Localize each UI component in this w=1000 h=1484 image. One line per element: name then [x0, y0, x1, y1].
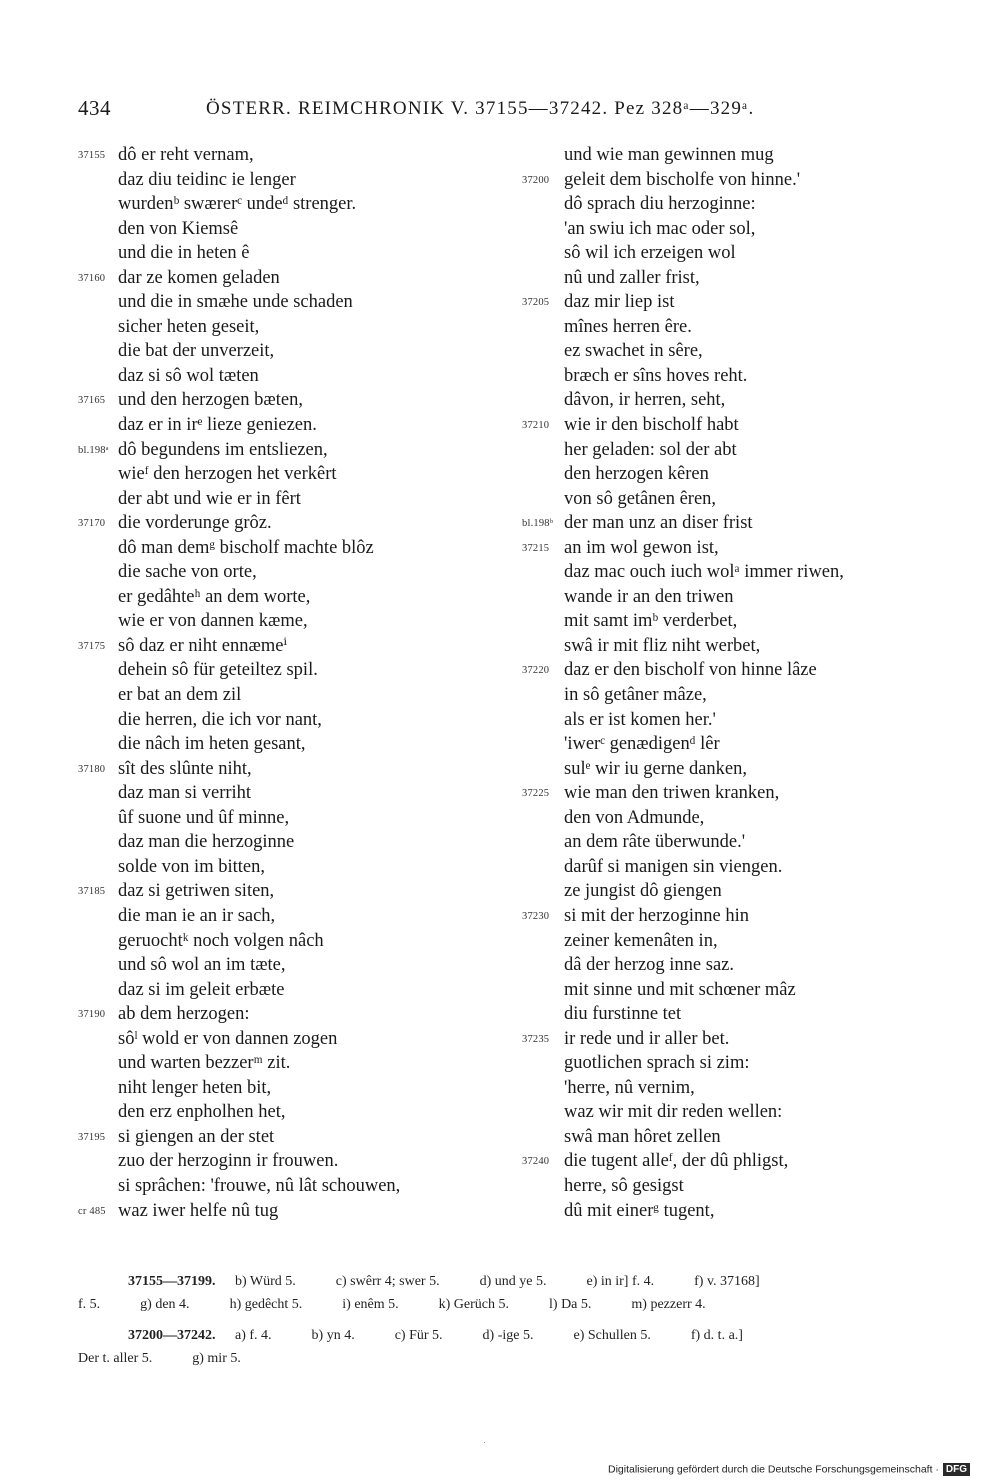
line-number: 37220: [522, 665, 550, 677]
verse-line: [78, 168, 488, 193]
page-number: 434: [78, 96, 111, 120]
footnote-item: b) Würd 5.: [235, 1274, 296, 1289]
verse-line: [522, 487, 942, 512]
verse-line: [78, 806, 488, 831]
verse-text: solde von im bitten,: [118, 856, 265, 877]
verse-line: [78, 609, 488, 634]
verse-text: als er ist komen her.': [564, 709, 716, 730]
verse-text: daz si sô wol tæten: [118, 365, 259, 386]
verse-line: [522, 315, 942, 340]
verse-line: [522, 1199, 942, 1224]
verse-text: mit sinne und mit schœner mâz: [564, 979, 796, 1000]
verse-text: geleit dem bischolfe von hinne.': [564, 169, 801, 190]
line-number: cr 485: [78, 1205, 106, 1217]
footnote-item: h) gedêcht 5.: [229, 1297, 303, 1312]
line-number: 37175: [78, 640, 106, 652]
line-number: 37155: [78, 150, 106, 161]
verse-line: [522, 388, 942, 413]
footnote-row: [78, 1293, 948, 1316]
verse-text: der man unz an diser frist: [564, 513, 753, 534]
verse-text: niht lenger heten bit,: [118, 1077, 272, 1098]
verse-text: zeiner kemenâten in,: [564, 930, 718, 951]
verse-text: dû mit einerᵍ tugent,: [564, 1200, 715, 1221]
verse-text: mit samt imᵇ verderbet,: [564, 611, 738, 632]
verse-line: [78, 241, 488, 266]
verse-line: [78, 339, 488, 364]
verse-text: die vorderunge grôz.: [118, 513, 272, 534]
verse-line: [522, 241, 942, 266]
footnote-item: d) und ye 5.: [479, 1274, 547, 1289]
verse-line: [78, 388, 488, 413]
line-number: 37180: [78, 763, 106, 775]
line-number: bl.198ᵇ: [522, 518, 554, 530]
verse-line: [522, 1149, 942, 1174]
verse-line: [78, 634, 488, 659]
footnote-item: a) f. 4.: [235, 1328, 272, 1343]
verse-text: daz si getriwen siten,: [118, 881, 275, 902]
verse-line: [522, 683, 942, 708]
verse-line: [522, 143, 942, 168]
verse-text: er gedâhteʰ an dem worte,: [118, 586, 311, 607]
verse-text: waz iwer helfe nû tug: [118, 1200, 279, 1221]
verse-text: wande ir an den triwen: [564, 586, 734, 607]
verse-line: [78, 978, 488, 1003]
verse-line: [522, 953, 942, 978]
verse-line: [78, 315, 488, 340]
verse-text: mînes herren êre.: [564, 316, 692, 337]
dfg-logo: DFG: [943, 1463, 970, 1476]
verse-line: [522, 855, 942, 880]
verse-text: waz wir mit dir reden wellen:: [564, 1102, 783, 1123]
verse-text: sicher heten geseit,: [118, 316, 260, 337]
footnote-range: 37200—37242.: [128, 1328, 216, 1343]
verse-text: 'herre, nû vernim,: [564, 1077, 695, 1098]
verse-text: swâ man hôret zellen: [564, 1126, 721, 1147]
verse-line: [522, 438, 942, 463]
verse-text: dô man demᵍ bischolf machte blôz: [118, 537, 374, 558]
verse-text: si sprâchen: 'frouwe, nû lât schouwen,: [118, 1175, 401, 1196]
verse-text: die man ie an ir sach,: [118, 905, 276, 926]
verse-text: geruochtᵏ noch volgen nâch: [118, 930, 324, 951]
line-number: 37210: [522, 420, 550, 432]
verse-line: [522, 364, 942, 389]
verse-line: [78, 830, 488, 855]
verse-line: [78, 757, 488, 782]
verse-text: guotlichen sprach si zim:: [564, 1053, 750, 1074]
verse-text: die herren, die ich vor nant,: [118, 709, 322, 730]
verse-line: [78, 683, 488, 708]
verse-line: [78, 879, 488, 904]
verse-line: [78, 1174, 488, 1199]
verse-line: [522, 658, 942, 683]
verse-line: [78, 1002, 488, 1027]
verse-text: si mit der herzoginne hin: [564, 905, 749, 926]
line-number: 37190: [78, 1009, 106, 1021]
verse-line: [522, 904, 942, 929]
verse-text: und die in smæhe unde schaden: [118, 292, 353, 313]
verse-text: wie ir den bischolf habt: [564, 415, 739, 436]
verse-line: [522, 732, 942, 757]
verse-line: [522, 290, 942, 315]
verse-line: [78, 1051, 488, 1076]
footnote-row: [78, 1324, 948, 1347]
footnote-item: c) Für 5.: [394, 1328, 443, 1343]
verse-text: den erz enpholhen het,: [118, 1102, 286, 1123]
footnote-item: k) Gerüch 5.: [438, 1297, 510, 1312]
line-number: 37185: [78, 886, 106, 898]
verse-line: [78, 708, 488, 733]
verse-line: [78, 536, 488, 561]
verse-line: [78, 364, 488, 389]
verse-text: sulᵉ wir iu gerne danken,: [564, 758, 748, 779]
verse-text: dar ze komen geladen: [118, 267, 280, 288]
verse-line: [522, 560, 942, 585]
verse-line: [522, 830, 942, 855]
verse-line: [522, 585, 942, 610]
footnote-item: Der t. aller 5.: [78, 1351, 153, 1366]
verse-line: [78, 511, 488, 536]
verse-text: dô sprach diu herzoginne:: [564, 194, 756, 215]
line-number: 37165: [78, 395, 106, 407]
verse-line: [78, 462, 488, 487]
line-number: 37215: [522, 542, 550, 554]
footnote-row: [78, 1347, 948, 1370]
verse-line: [522, 757, 942, 782]
right-text-column: [522, 143, 942, 1223]
verse-line: [522, 781, 942, 806]
verse-text: daz diu teidinc ie lenger: [118, 169, 296, 190]
verse-text: si giengen an der stet: [118, 1126, 275, 1147]
verse-line: [522, 266, 942, 291]
verse-line: [522, 462, 942, 487]
verse-line: [78, 929, 488, 954]
verse-text: darûf si manigen sin viengen.: [564, 856, 783, 877]
footnote-range: 37155—37199.: [128, 1274, 216, 1289]
verse-text: und sô wol an im tæte,: [118, 955, 286, 976]
footnote-row: [78, 1270, 948, 1293]
verse-line: [522, 1051, 942, 1076]
verse-line: [78, 1149, 488, 1174]
verse-line: [522, 634, 942, 659]
line-number: 37235: [522, 1033, 550, 1045]
footnote-item: f) d. t. a.]: [690, 1328, 743, 1343]
credit-text: Digitalisierung gefördert durch die Deutsche Forschungsgemeinschaft ·: [608, 1463, 939, 1476]
verse-text: 'an swiu ich mac oder sol,: [564, 218, 756, 239]
verse-line: [78, 781, 488, 806]
footnotes: [78, 1270, 948, 1370]
line-number: 37240: [522, 1156, 550, 1168]
left-text-column: [78, 143, 488, 1223]
line-number: 37225: [522, 788, 550, 800]
footnote-item: c) swêrr 4; swer 5.: [335, 1274, 440, 1289]
footnote-item: g) mir 5.: [192, 1351, 241, 1366]
verse-text: diu furstinne tet: [564, 1004, 682, 1025]
verse-line: [78, 1100, 488, 1125]
verse-line: [522, 168, 942, 193]
verse-line: [522, 339, 942, 364]
verse-text: ir rede und ir aller bet.: [564, 1028, 730, 1049]
verse-text: ez swachet in sêre,: [564, 341, 703, 362]
verse-line: [522, 192, 942, 217]
verse-line: [522, 1076, 942, 1101]
verse-line: [522, 879, 942, 904]
verse-text: sô wil ich erzeigen wol: [564, 243, 736, 264]
verse-text: wie man den triwen kranken,: [564, 783, 780, 804]
scan-speck: [484, 1442, 485, 1443]
verse-text: wieᶠ den herzogen het verkêrt: [118, 464, 337, 485]
verse-text: ûf suone und ûf minne,: [118, 807, 290, 828]
verse-line: [522, 609, 942, 634]
verse-text: und den herzogen bæten,: [118, 390, 303, 411]
footnote-item: g) den 4.: [140, 1297, 190, 1312]
verse-line: [522, 413, 942, 438]
line-number: 37170: [78, 518, 106, 530]
verse-text: die tugent alleᶠ, der dû phligst,: [564, 1151, 789, 1172]
verse-line: [78, 953, 488, 978]
verse-line: [522, 1027, 942, 1052]
line-number: 37195: [78, 1131, 106, 1143]
verse-text: bræch er sîns hoves reht.: [564, 365, 748, 386]
verse-text: und wie man gewinnen mug: [564, 145, 774, 165]
verse-line: [522, 1002, 942, 1027]
verse-text: daz er in irᵉ lieze geniezen.: [118, 415, 317, 436]
verse-text: dâvon, ir herren, seht,: [564, 390, 726, 411]
verse-text: von sô getânen êren,: [564, 488, 717, 509]
verse-line: [78, 290, 488, 315]
verse-text: herre, sô gesigst: [564, 1175, 684, 1196]
verse-line: [522, 536, 942, 561]
footnote-item: l) Da 5.: [549, 1297, 592, 1312]
verse-line: [522, 929, 942, 954]
verse-text: swâ ir mit fliz niht werbet,: [564, 635, 761, 656]
verse-line: [522, 1174, 942, 1199]
line-number: 37230: [522, 910, 550, 922]
verse-text: und warten bezzerᵐ zit.: [118, 1053, 291, 1074]
running-title: ÖSTERR. REIMCHRONIK V. 37155—37242. Pez 328ᵃ—329ᵃ.: [206, 98, 755, 119]
verse-text: zuo der herzoginn ir frouwen.: [118, 1151, 339, 1172]
verse-line: [78, 217, 488, 242]
line-number: 37205: [522, 297, 550, 309]
verse-text: den herzogen kêren: [564, 464, 709, 485]
verse-line: [522, 1125, 942, 1150]
verse-text: sôˡ wold er von dannen zogen: [118, 1028, 338, 1049]
verse-text: wie er von dannen kæme,: [118, 611, 308, 632]
verse-line: [78, 1076, 488, 1101]
footnote-item: e) Schullen 5.: [573, 1328, 651, 1343]
verse-text: daz man si verriht: [118, 783, 252, 804]
verse-line: [78, 1199, 488, 1224]
verse-line: [78, 1125, 488, 1150]
verse-line: [78, 192, 488, 217]
verse-line: [522, 511, 942, 536]
verse-text: die sache von orte,: [118, 562, 257, 583]
verse-line: [78, 658, 488, 683]
verse-text: daz man die herzoginne: [118, 832, 295, 853]
verse-text: den von Admunde,: [564, 807, 705, 828]
verse-text: und die in heten ê: [118, 243, 250, 264]
verse-text: die bat der unverzeit,: [118, 341, 275, 362]
footnote-item: e) in ir] f. 4.: [586, 1274, 655, 1289]
page-header: [78, 96, 918, 126]
verse-line: [522, 1100, 942, 1125]
verse-line: [522, 217, 942, 242]
verse-text: her geladen: sol der abt: [564, 439, 737, 460]
verse-text: daz si im geleit erbæte: [118, 979, 285, 1000]
verse-text: in sô getâner mâze,: [564, 685, 707, 706]
footnote-item: f. 5.: [78, 1297, 101, 1312]
verse-text: daz er den bischolf von hinne lâze: [564, 660, 817, 681]
verse-text: daz mir liep ist: [564, 292, 675, 313]
verse-text: sît des slûnte niht,: [118, 758, 252, 779]
footnote-item: i) enêm 5.: [342, 1297, 399, 1312]
verse-text: den von Kiemsê: [118, 218, 239, 239]
verse-line: [78, 266, 488, 291]
verse-text: ab dem herzogen:: [118, 1004, 250, 1025]
verse-text: an im wol gewon ist,: [564, 537, 719, 558]
line-number: 37160: [78, 272, 106, 284]
verse-line: [78, 560, 488, 585]
verse-line: [78, 904, 488, 929]
verse-text: die nâch im heten gesant,: [118, 734, 306, 755]
verse-line: [78, 1027, 488, 1052]
line-number: 37200: [522, 174, 550, 186]
verse-text: der abt und wie er in fêrt: [118, 488, 301, 509]
verse-text: er bat an dem zil: [118, 685, 242, 706]
verse-line: [78, 413, 488, 438]
verse-text: ze jungist dô giengen: [564, 881, 722, 902]
verse-text: an dem râte überwunde.': [564, 832, 746, 853]
funding-credit: [608, 1463, 970, 1476]
footnote-item: f) v. 37168]: [694, 1274, 760, 1289]
verse-text: 'iwerᶜ genædigenᵈ lêr: [564, 734, 720, 755]
verse-line: [522, 708, 942, 733]
verse-text: daz mac ouch iuch wolᵃ immer riwen,: [564, 562, 844, 583]
verse-line: [78, 732, 488, 757]
verse-line: [78, 855, 488, 880]
verse-text: dô begundens im entsliezen,: [118, 439, 328, 460]
verse-text: sô daz er niht ennæmeⁱ: [118, 635, 288, 656]
footnote-item: m) pezzerr 4.: [631, 1297, 706, 1312]
footnote-item: b) yn 4.: [311, 1328, 355, 1343]
verse-line: [78, 438, 488, 463]
line-number: bl.198ᵃ: [78, 444, 109, 456]
verse-text: dâ der herzog inne saz.: [564, 955, 735, 976]
verse-line: [522, 806, 942, 831]
footnote-item: d) -ige 5.: [482, 1328, 534, 1343]
verse-line: [78, 585, 488, 610]
verse-text: dô er reht vernam,: [118, 145, 254, 165]
verse-text: wurdenᵇ swærerᶜ undeᵈ strenger.: [118, 194, 357, 215]
verse-line: [78, 143, 488, 168]
verse-line: [522, 978, 942, 1003]
verse-line: [78, 487, 488, 512]
verse-text: nû und zaller frist,: [564, 267, 700, 288]
verse-text: dehein sô für geteiltez spil.: [118, 660, 318, 681]
